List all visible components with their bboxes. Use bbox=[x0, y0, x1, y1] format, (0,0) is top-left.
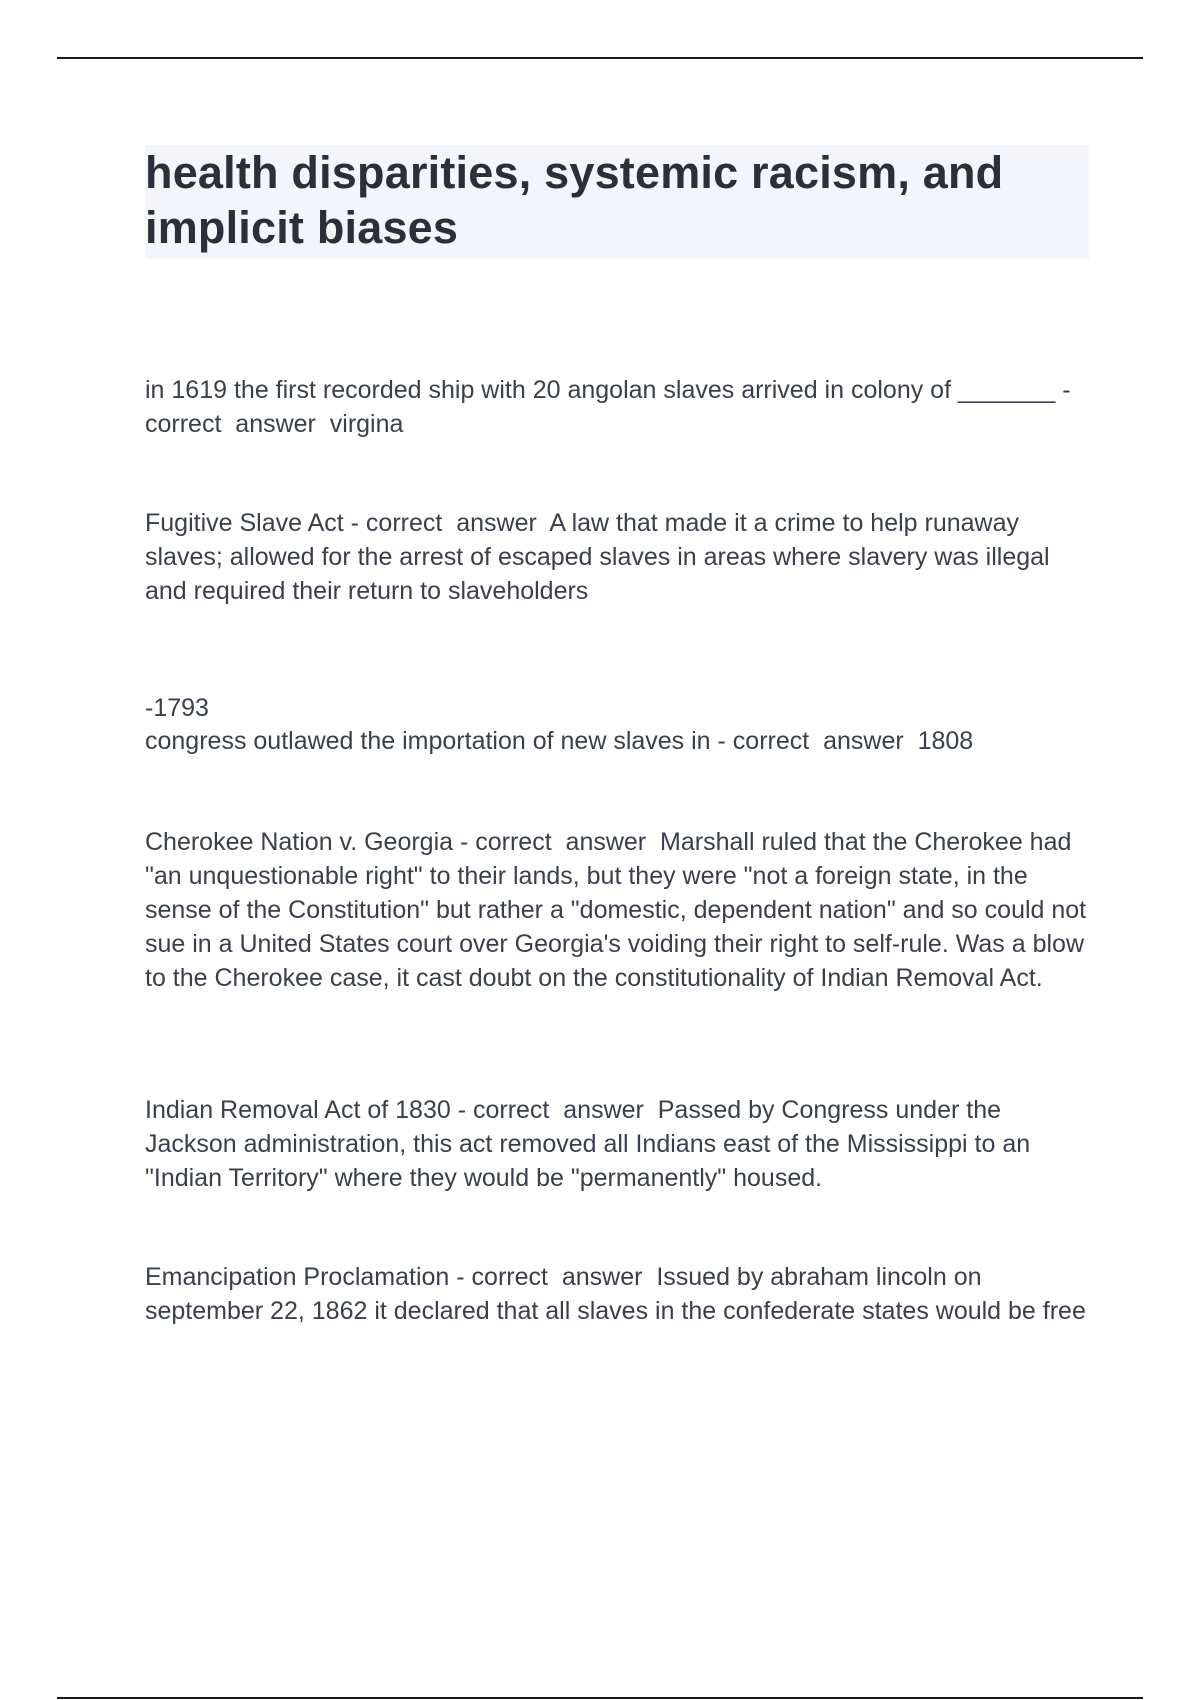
top-rule bbox=[57, 57, 1143, 59]
card-6-text: Emancipation Proclamation - correct answer Issued by abraham lincoln on september 22, 1862 it declared that all slaves in the confederate states would be free bbox=[145, 1263, 1086, 1325]
card-3-text: congress outlawed the importation of new slaves in - correct answer 1808 bbox=[145, 727, 974, 755]
card-1-text: in 1619 the first recorded ship with 20 angolan slaves arrived in colony of _______ - correct answer virgina bbox=[145, 376, 1078, 438]
card-4 bbox=[145, 757, 1094, 1029]
title-block bbox=[145, 145, 1089, 259]
document-title: health disparities, systemic racism, and implicit biases bbox=[145, 147, 1004, 253]
card-2-extra: -1793 bbox=[145, 694, 209, 722]
card-4-text: Cherokee Nation v. Georgia - correct answer Marshall ruled that the Cherokee had "an unquestionable right" to their lands, but they were "not a foreign state, in the sense of the Constitution" but rather a "domestic, dependent nation" and so could not sue in a United States court over Georgia's voiding their right to self-rule. Was a blow to the Cherokee case, it cast doubt on the constitutionality of Indian Removal Act. bbox=[145, 828, 1094, 992]
card-6 bbox=[145, 1192, 1089, 1362]
bottom-rule bbox=[57, 1697, 1143, 1699]
card-2-text: Fugitive Slave Act - correct answer A law that made it a crime to help runaway slaves; allowed for the arrest of escaped slaves in areas where slavery was illegal and required their return to slaveholders bbox=[145, 509, 1057, 605]
card-5-text: Indian Removal Act of 1830 - correct answer Passed by Congress under the Jackson administration, this act removed all Indians east of the Mississippi to an "Indian Territory" where they would be "permanently" housed. bbox=[145, 1096, 1038, 1192]
